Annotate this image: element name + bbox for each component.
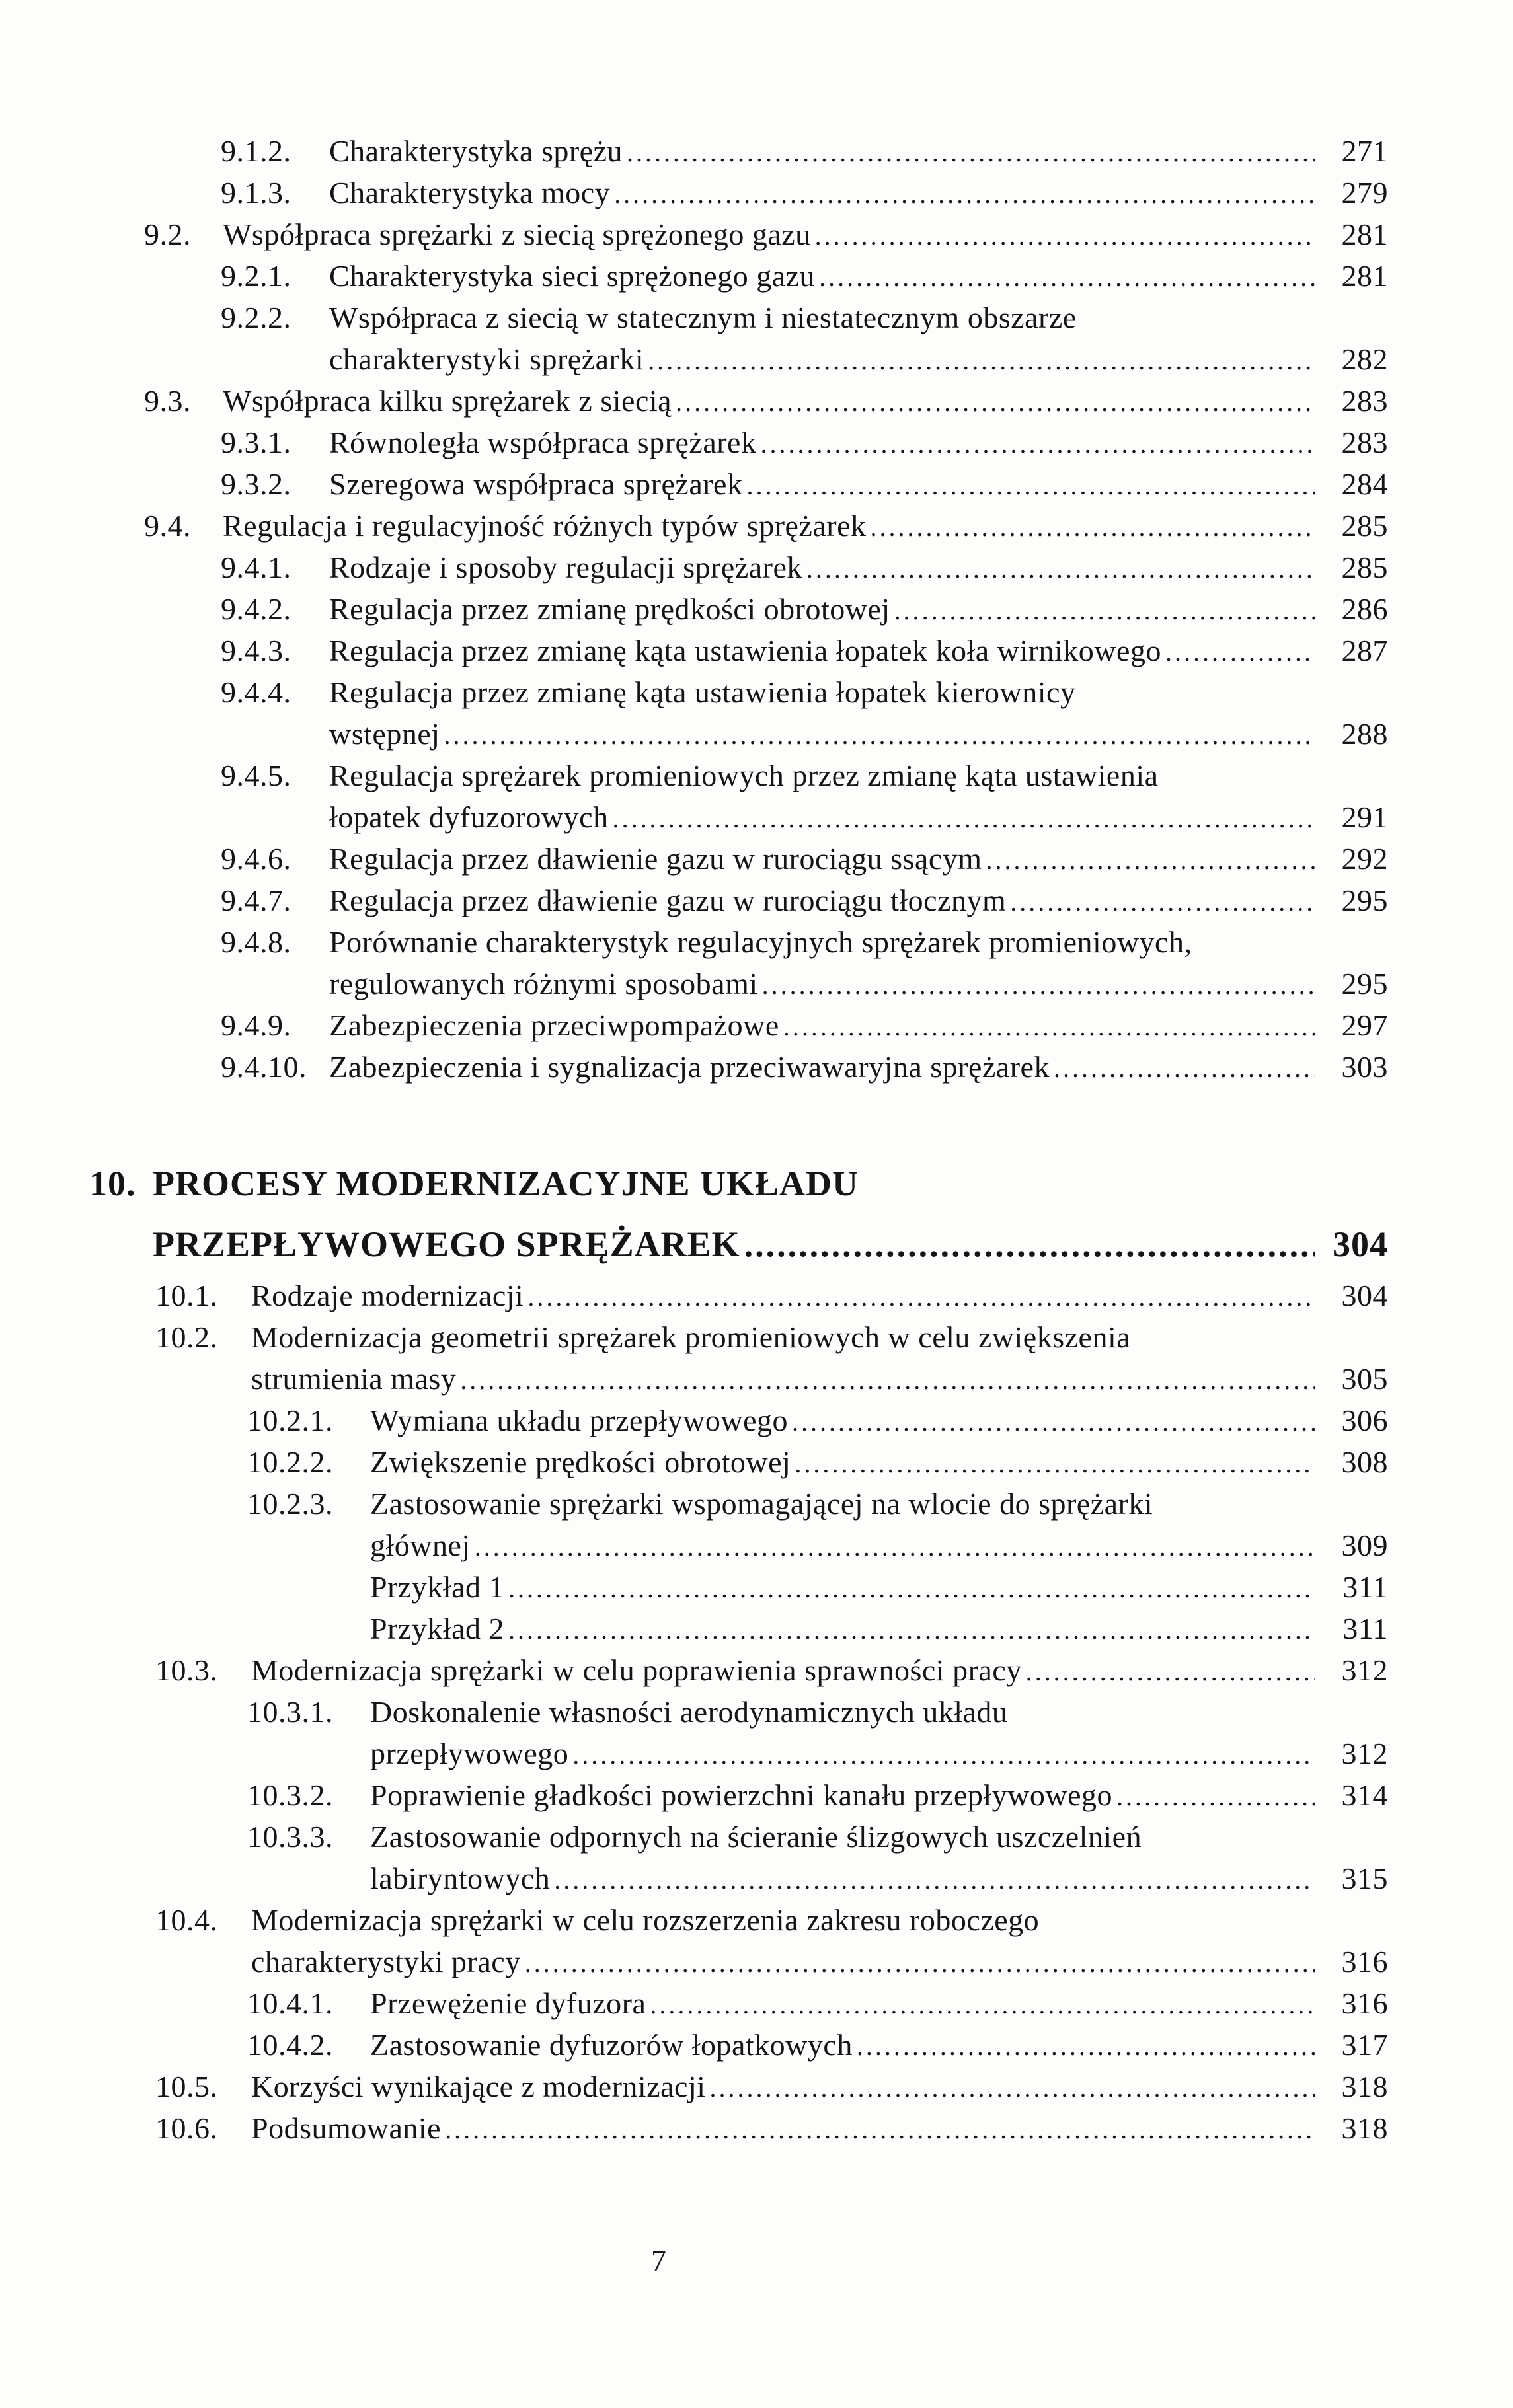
toc-entry bbox=[0, 380, 1388, 422]
toc-entry bbox=[0, 1816, 1388, 1899]
entry-title: Zastosowanie sprężarki wspomagającej na wlocie do sprężarki bbox=[370, 1487, 1153, 1521]
dot-leader bbox=[815, 256, 1315, 298]
toc-entry-line bbox=[0, 463, 1388, 505]
entry-title: Rodzaje i sposoby regulacji sprężarek bbox=[329, 550, 802, 584]
toc-entry-line bbox=[0, 921, 1388, 963]
toc-entry-line bbox=[0, 1275, 1388, 1316]
entry-number: 9.4.5. bbox=[221, 759, 291, 792]
entry-page-number: 314 bbox=[1341, 1778, 1388, 1812]
entry-title: labiryntowych bbox=[370, 1862, 551, 1895]
entry-number: 10.4.1. bbox=[247, 1986, 333, 2020]
dot-leader bbox=[1050, 1047, 1315, 1089]
entry-title: Zastosowanie odpornych na ścieranie ślizgowych uszczelnień bbox=[370, 1820, 1142, 1854]
entry-number: 9.4.10. bbox=[221, 1050, 307, 1084]
entry-title: Wymiana układu przepływowego bbox=[370, 1404, 789, 1437]
toc-entry bbox=[0, 172, 1388, 213]
dot-leader bbox=[521, 1942, 1315, 1984]
toc-entry-line bbox=[0, 1982, 1388, 2024]
entry-page-number: 286 bbox=[1341, 592, 1388, 626]
toc-entry bbox=[0, 1649, 1388, 1691]
toc-entry bbox=[0, 630, 1388, 671]
dot-leader bbox=[568, 1734, 1315, 1776]
entry-number: 9.4.6. bbox=[221, 842, 291, 876]
dot-leader bbox=[802, 548, 1315, 589]
entry-title: strumienia masy bbox=[251, 1362, 457, 1396]
entry-page-number: 316 bbox=[1341, 1945, 1388, 1978]
dot-leader bbox=[471, 1526, 1315, 1567]
entry-page-number: 305 bbox=[1341, 1362, 1388, 1396]
toc-entry bbox=[0, 1774, 1388, 1816]
entry-number: 10.4.2. bbox=[247, 2028, 333, 2062]
dot-leader bbox=[504, 1567, 1315, 1609]
toc-entry bbox=[0, 2107, 1388, 2149]
entry-page-number: 312 bbox=[1341, 1737, 1388, 1770]
toc-entry-line bbox=[0, 380, 1388, 422]
dot-leader bbox=[853, 2025, 1315, 2067]
entry-page-number: 295 bbox=[1341, 967, 1388, 1000]
entry-page-number: 292 bbox=[1341, 842, 1388, 876]
toc-entry-line bbox=[0, 1483, 1388, 1524]
toc-entry-line bbox=[0, 2024, 1388, 2066]
toc-entry bbox=[0, 2024, 1388, 2066]
toc-entry-line bbox=[0, 671, 1388, 713]
toc-entry bbox=[0, 671, 1388, 755]
toc-entry bbox=[0, 755, 1388, 838]
entry-number: 9.1.3. bbox=[221, 176, 291, 209]
entry-title: Zabezpieczenia przeciwpompażowe bbox=[329, 1008, 779, 1042]
toc-entry bbox=[0, 1441, 1388, 1483]
entry-number: 9.4.1. bbox=[221, 550, 291, 584]
toc-entry-line bbox=[0, 546, 1388, 588]
entry-title: Regulacja przez dławienie gazu w rurociągu ssącym bbox=[329, 842, 982, 876]
entry-number: 9.4.4. bbox=[221, 675, 291, 709]
entry-number: 10. bbox=[89, 1164, 136, 1203]
entry-title: Przykład 2 bbox=[370, 1612, 505, 1645]
toc-entry bbox=[0, 463, 1388, 505]
entry-page-number: 304 bbox=[1341, 1279, 1388, 1312]
entry-number: 9.2.1. bbox=[221, 259, 291, 293]
toc-entry bbox=[0, 880, 1388, 921]
entry-page-number: 308 bbox=[1341, 1445, 1388, 1479]
entry-page-number: 284 bbox=[1341, 467, 1388, 501]
dot-leader bbox=[867, 506, 1316, 548]
toc-entry-line bbox=[0, 297, 1388, 338]
entry-page-number: 285 bbox=[1341, 550, 1388, 584]
dot-leader bbox=[440, 714, 1315, 756]
entry-page-number: 288 bbox=[1341, 717, 1388, 751]
entry-page-number: 279 bbox=[1341, 176, 1388, 209]
toc-entry-line bbox=[0, 2066, 1388, 2107]
dot-leader bbox=[524, 1276, 1315, 1318]
toc-chapter-heading bbox=[0, 1153, 1388, 1275]
toc-entry bbox=[0, 505, 1388, 546]
toc-entry-line bbox=[0, 838, 1388, 880]
toc-entry-line bbox=[0, 1524, 1388, 1566]
toc-entry bbox=[0, 1982, 1388, 2024]
toc-entry-line bbox=[0, 796, 1388, 838]
dot-leader bbox=[504, 1609, 1315, 1651]
dot-leader bbox=[672, 381, 1315, 423]
dot-leader bbox=[706, 2067, 1315, 2109]
entry-number: 10.4. bbox=[155, 1903, 218, 1937]
entry-number: 9.3. bbox=[144, 384, 191, 418]
entry-page-number: 306 bbox=[1341, 1404, 1388, 1437]
entry-title: charakterystyki sprężarki bbox=[329, 342, 644, 376]
toc-entry-line bbox=[0, 213, 1388, 255]
dot-leader bbox=[890, 589, 1315, 631]
entry-title: Rodzaje modernizacji bbox=[251, 1279, 524, 1312]
dot-leader bbox=[791, 1443, 1315, 1484]
entry-number: 10.6. bbox=[155, 2111, 218, 2145]
entry-title: charakterystyki pracy bbox=[251, 1945, 521, 1978]
entry-title: Korzyści wynikające z modernizacji bbox=[251, 2070, 706, 2103]
dot-leader bbox=[1161, 631, 1315, 673]
entry-page-number: 312 bbox=[1341, 1653, 1388, 1687]
entry-title: Szeregowa współpraca sprężarek bbox=[329, 467, 743, 501]
entry-page-number: 315 bbox=[1341, 1862, 1388, 1895]
toc-entry bbox=[0, 1046, 1388, 1088]
toc-entry-line bbox=[0, 422, 1388, 463]
toc-entry-line bbox=[0, 1649, 1388, 1691]
dot-leader bbox=[1112, 1776, 1315, 1817]
toc-entry bbox=[0, 255, 1388, 297]
dot-leader bbox=[742, 465, 1315, 506]
toc-entry-line bbox=[0, 1316, 1388, 1358]
toc-entry bbox=[0, 1608, 1388, 1649]
page-number-footer: 7 bbox=[651, 2243, 666, 2277]
dot-leader bbox=[758, 964, 1315, 1006]
toc-entry-line bbox=[0, 130, 1388, 172]
entry-number: 10.2. bbox=[155, 1320, 218, 1354]
toc-entry-line bbox=[0, 1858, 1388, 1899]
toc-entry-line bbox=[0, 713, 1388, 755]
entry-title: regulowanych różnymi sposobami bbox=[329, 967, 758, 1000]
toc-entry-line bbox=[0, 1691, 1388, 1733]
entry-page-number: 311 bbox=[1342, 1612, 1388, 1645]
entry-number: 9.4.7. bbox=[221, 884, 291, 917]
dot-leader bbox=[646, 1984, 1315, 2025]
toc-entry-line bbox=[0, 1153, 1388, 1214]
entry-title: Współpraca z siecią w statecznym i niestatecznym obszarze bbox=[329, 301, 1077, 334]
entry-title: Zabezpieczenia i sygnalizacja przeciwawaryjna sprężarek bbox=[329, 1050, 1050, 1084]
toc-entry bbox=[0, 1275, 1388, 1316]
toc-entry bbox=[0, 1400, 1388, 1441]
entry-page-number: 318 bbox=[1341, 2111, 1388, 2145]
entry-title: Doskonalenie własności aerodynamicznych układu bbox=[370, 1695, 1008, 1729]
entry-page-number: 281 bbox=[1341, 217, 1388, 251]
toc-entry-line bbox=[0, 880, 1388, 921]
dot-leader bbox=[740, 1214, 1315, 1275]
entry-title: Współpraca sprężarki z siecią sprężonego gazu bbox=[223, 217, 811, 251]
dot-leader bbox=[982, 839, 1315, 881]
toc-entry bbox=[0, 297, 1388, 380]
entry-page-number: 304 bbox=[1333, 1224, 1388, 1264]
entry-number: 10.1. bbox=[155, 1279, 218, 1312]
entry-number: 9.4. bbox=[144, 509, 191, 543]
toc-entry-line bbox=[0, 588, 1388, 630]
entry-page-number: 283 bbox=[1341, 426, 1388, 459]
toc-entry bbox=[0, 1566, 1388, 1608]
entry-page-number: 283 bbox=[1341, 384, 1388, 418]
toc-entry-line bbox=[0, 1441, 1388, 1483]
toc-entry bbox=[0, 838, 1388, 880]
dot-leader bbox=[811, 215, 1315, 256]
toc-entry-line bbox=[0, 1046, 1388, 1088]
entry-number: 10.3.1. bbox=[247, 1695, 333, 1729]
toc-entry bbox=[0, 1483, 1388, 1566]
entry-title: Poprawienie gładkości powierzchni kanału przepływowego bbox=[370, 1778, 1112, 1812]
toc-entry bbox=[0, 1004, 1388, 1046]
entry-number: 9.3.2. bbox=[221, 467, 291, 501]
entry-title: Regulacja i regulacyjność różnych typów sprężarek bbox=[223, 509, 867, 543]
toc-entry bbox=[0, 130, 1388, 172]
entry-title: Porównanie charakterystyk regulacyjnych sprężarek promieniowych, bbox=[329, 925, 1192, 959]
entry-number: 10.2.3. bbox=[247, 1487, 333, 1521]
dot-leader bbox=[779, 1006, 1315, 1047]
entry-title: Regulacja przez zmianę prędkości obrotowej bbox=[329, 592, 890, 626]
entry-title: Modernizacja sprężarki w celu poprawienia sprawności pracy bbox=[251, 1653, 1022, 1687]
entry-title: Regulacja przez zmianę kąta ustawienia łopatek kierownicy bbox=[329, 675, 1076, 709]
entry-page-number: 287 bbox=[1341, 634, 1388, 667]
entry-page-number: 282 bbox=[1341, 342, 1388, 376]
entry-page-number: 297 bbox=[1341, 1008, 1388, 1042]
entry-title: Modernizacja sprężarki w celu rozszerzenia zakresu roboczego bbox=[251, 1903, 1040, 1937]
toc-entry-line bbox=[0, 255, 1388, 297]
toc-entry-line bbox=[0, 755, 1388, 796]
toc-entry-line bbox=[0, 1400, 1388, 1441]
dot-leader bbox=[756, 423, 1315, 465]
entry-title: Regulacja przez zmianę kąta ustawienia łopatek koła wirnikowego bbox=[329, 634, 1161, 667]
toc-entry-line bbox=[0, 1941, 1388, 1982]
dot-leader bbox=[456, 1359, 1315, 1401]
toc-entry bbox=[0, 2066, 1388, 2107]
toc-entry-line bbox=[0, 1004, 1388, 1046]
dot-leader bbox=[609, 798, 1315, 839]
dot-leader bbox=[550, 1859, 1315, 1900]
entry-page-number: 285 bbox=[1341, 509, 1388, 543]
entry-page-number: 271 bbox=[1341, 134, 1388, 168]
entry-page-number: 309 bbox=[1341, 1528, 1388, 1562]
dot-leader bbox=[441, 2109, 1315, 2150]
entry-title: Równoległa współpraca sprężarek bbox=[329, 426, 757, 459]
toc-entry-line bbox=[0, 1214, 1388, 1275]
entry-title: przepływowego bbox=[370, 1737, 569, 1770]
entry-title: Charakterystyka mocy bbox=[329, 176, 611, 209]
entry-title: głównej bbox=[370, 1528, 471, 1562]
toc-entry-line bbox=[0, 1816, 1388, 1858]
entry-page-number: 316 bbox=[1341, 1986, 1388, 2020]
entry-number: 9.2.2. bbox=[221, 301, 291, 334]
entry-title: PROCESY MODERNIZACYJNE UKŁADU bbox=[153, 1164, 859, 1203]
entry-number: 10.3.3. bbox=[247, 1820, 333, 1854]
dot-leader bbox=[644, 340, 1315, 381]
toc-entry bbox=[0, 921, 1388, 1004]
dot-leader bbox=[610, 173, 1315, 215]
entry-number: 9.4.3. bbox=[221, 634, 291, 667]
entry-number: 9.1.2. bbox=[221, 134, 291, 168]
toc-entry-line bbox=[0, 172, 1388, 213]
entry-title: Przykład 1 bbox=[370, 1570, 505, 1604]
toc-entry bbox=[0, 1691, 1388, 1774]
dot-leader bbox=[788, 1401, 1315, 1443]
entry-number: 10.2.1. bbox=[247, 1404, 333, 1437]
entry-number: 9.2. bbox=[144, 217, 191, 251]
entry-title: Charakterystyka sprężu bbox=[329, 134, 623, 168]
entry-page-number: 303 bbox=[1341, 1050, 1388, 1084]
entry-page-number: 281 bbox=[1341, 259, 1388, 293]
toc-entry-line bbox=[0, 1566, 1388, 1608]
toc-entry-line bbox=[0, 1774, 1388, 1816]
toc-entry-line bbox=[0, 1358, 1388, 1400]
entry-number: 10.3.2. bbox=[247, 1778, 333, 1812]
dot-leader bbox=[1022, 1651, 1315, 1692]
toc-entry-line bbox=[0, 963, 1388, 1004]
entry-page-number: 317 bbox=[1341, 2028, 1388, 2062]
entry-number: 10.3. bbox=[155, 1653, 218, 1687]
toc-entry-line bbox=[0, 630, 1388, 671]
toc-entry bbox=[0, 1899, 1388, 1982]
entry-number: 9.4.8. bbox=[221, 925, 291, 959]
entry-title: Przewężenie dyfuzora bbox=[370, 1986, 646, 2020]
entry-title: Zwiększenie prędkości obrotowej bbox=[370, 1445, 791, 1479]
entry-number: 9.4.9. bbox=[221, 1008, 291, 1042]
entry-title: Regulacja sprężarek promieniowych przez zmianę kąta ustawienia bbox=[329, 759, 1159, 792]
entry-number: 10.2.2. bbox=[247, 1445, 333, 1479]
entry-title: Charakterystyka sieci sprężonego gazu bbox=[329, 259, 816, 293]
toc-entry bbox=[0, 213, 1388, 255]
entry-page-number: 295 bbox=[1341, 884, 1388, 917]
toc-entry-line bbox=[0, 338, 1388, 380]
entry-title: Podsumowanie bbox=[251, 2111, 442, 2145]
entry-title: PRZEPŁYWOWEGO SPRĘŻAREK bbox=[153, 1224, 740, 1264]
toc-entry bbox=[0, 588, 1388, 630]
toc-entry bbox=[0, 1316, 1388, 1400]
toc-entry bbox=[0, 422, 1388, 463]
entry-page-number: 318 bbox=[1341, 2070, 1388, 2103]
entry-title: Modernizacja geometrii sprężarek promieniowych w celu zwiększenia bbox=[251, 1320, 1131, 1354]
entry-page-number: 291 bbox=[1341, 800, 1388, 834]
entry-title: Zastosowanie dyfuzorów łopatkowych bbox=[370, 2028, 853, 2062]
entry-number: 10.5. bbox=[155, 2070, 218, 2103]
entry-number: 9.3.1. bbox=[221, 426, 291, 459]
entry-page-number: 311 bbox=[1342, 1570, 1388, 1604]
entry-title: wstępnej bbox=[329, 717, 440, 751]
toc-entry-line bbox=[0, 1608, 1388, 1649]
entry-title: Regulacja przez dławienie gazu w rurociągu tłocznym bbox=[329, 884, 1007, 917]
toc-entry bbox=[0, 546, 1388, 588]
dot-leader bbox=[1006, 881, 1315, 922]
dot-leader bbox=[623, 132, 1315, 173]
entry-title: łopatek dyfuzorowych bbox=[329, 800, 609, 834]
toc-entry-line bbox=[0, 505, 1388, 546]
entry-number: 9.4.2. bbox=[221, 592, 291, 626]
toc-entry-line bbox=[0, 1733, 1388, 1774]
entry-title: Współpraca kilku sprężarek z siecią bbox=[223, 384, 672, 418]
toc-entry-line bbox=[0, 1899, 1388, 1941]
toc-entry-line bbox=[0, 2107, 1388, 2149]
